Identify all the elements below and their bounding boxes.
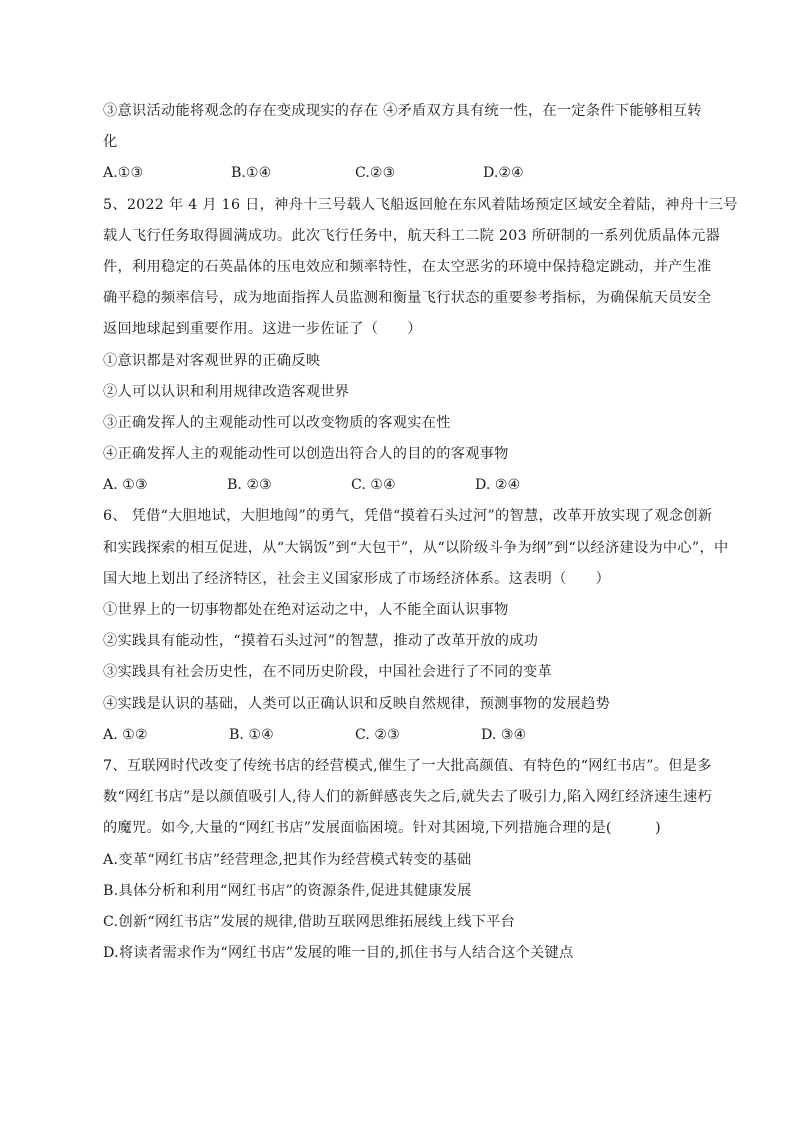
q5-stem-line5: 返回地球起到重要作用。这进一步佐证了（ ） — [103, 321, 422, 338]
q6-statement-1: ①世界上的一切事物都处在绝对运动之中，人不能全面认识事物 — [103, 602, 509, 618]
q5-statement-4: ④正确发挥人主的观能动性可以创造出符合人的目的的客观事物 — [103, 446, 509, 463]
q4-option-a: A.①③ — [103, 165, 144, 182]
q5-option-a: A. ①③ — [103, 477, 148, 494]
q5-stem-line1: 5、2022 年 4 月 16 日，神舟十三号载人飞船返回舱在东风着陆场预定区域安全着陆，神舟十三号 — [103, 196, 738, 213]
q6-statement-2: ②实践具有能动性，“摸着石头过河”的智慧，推动了改革开放的成功 — [103, 633, 539, 650]
q7-stem-line3: 的魔咒。如今,大量的“网红书店”发展面临困境。针对其困境,下列措施合理的是( ) — [103, 820, 661, 837]
q5-option-c: C. ①④ — [351, 477, 396, 494]
q6-options — [103, 720, 699, 751]
q6-option-b: B. ①④ — [229, 726, 274, 743]
q4-options — [103, 158, 699, 189]
exam-page — [103, 96, 738, 969]
q6-statement-3: ③实践具有社会历史性，在不同历史阶段，中国社会进行了不同的变革 — [103, 664, 553, 681]
q5-stem-line4: 确平稳的频率信号，成为地面指挥人员监测和衡量飞行状态的重要参考指标，为确保航天员安全 — [103, 290, 712, 307]
q4-option-c: C.②③ — [355, 165, 396, 182]
q5-stem-line3: 件，利用稳定的石英晶体的压电效应和频率特性，在太空恶劣的环境中保持稳定跳动，并产生准 — [103, 258, 712, 275]
q7-option-d: D.将读者需求作为“网红书店”发展的唯一目的,抓住书与人结合这个关键点 — [103, 945, 574, 962]
q6-option-c: C. ②③ — [355, 726, 400, 743]
q5-option-d: D. ②④ — [475, 477, 521, 494]
q4-statement-line2: 化 — [103, 134, 118, 151]
q7-option-a: A.变革“网红书店”经营理念,把其作为经营模式转变的基础 — [103, 851, 472, 868]
q5-options — [103, 470, 699, 501]
q7-option-b: B.具体分析和利用“网红书店”的资源条件,促进其健康发展 — [103, 882, 472, 899]
q5-option-b: B. ②③ — [227, 477, 272, 494]
q6-option-d: D. ③④ — [481, 726, 527, 743]
q6-stem-line1: 6、 凭借“大胆地试，大胆地闯”的勇气，凭借“摸着石头过河”的智慧，改革开放实现了观念创新 — [103, 508, 713, 525]
q5-statement-1: ①意识都是对客观世界的正确反映 — [103, 352, 321, 369]
q4-option-d: D.②④ — [483, 165, 524, 182]
q6-stem-line3: 国大地上划出了经济特区，社会主义国家形成了市场经济体系。这表明（ ） — [103, 570, 611, 587]
q5-statement-3: ③正确发挥人的主观能动性可以改变物质的客观实在性 — [103, 414, 451, 431]
q6-option-a: A. ①② — [103, 726, 148, 743]
q6-statement-4: ④实践是认识的基础，人类可以正确认识和反映自然规律，预测事物的发展趋势 — [103, 695, 611, 712]
q4-option-b: B.①④ — [231, 165, 272, 182]
q4-statement-line1: ③意识活动能将观念的存在变成现实的存在 ④矛盾双方具有统一性，在一定条件下能够相互转 — [103, 103, 702, 119]
q6-stem-line2: 和实践探索的相互促进，从“大锅饭”到“大包干”，从“以阶级斗争为纲”到“以经济建设为中心”，中 — [103, 539, 729, 556]
q5-statement-2: ②人可以认识和利用规律改造客观世界 — [103, 383, 350, 400]
q7-stem-line1: 7、互联网时代改变了传统书店的经营模式,催生了一大批高颜值、有特色的“网红书店”。但是多 — [103, 757, 712, 774]
q7-stem-line2: 数“网红书店”是以颜值吸引人,待人们的新鲜感丧失之后,就失去了吸引力,陷入网红经济速生速朽 — [103, 789, 713, 806]
q5-stem-line2: 载人飞行任务取得圆满成功。此次飞行任务中，航天科工二院 203 所研制的一系列优质晶体元器 — [103, 227, 721, 244]
q7-option-c: C.创新“网红书店”发展的规律,借助互联网思维拓展线上线下平台 — [103, 913, 516, 930]
